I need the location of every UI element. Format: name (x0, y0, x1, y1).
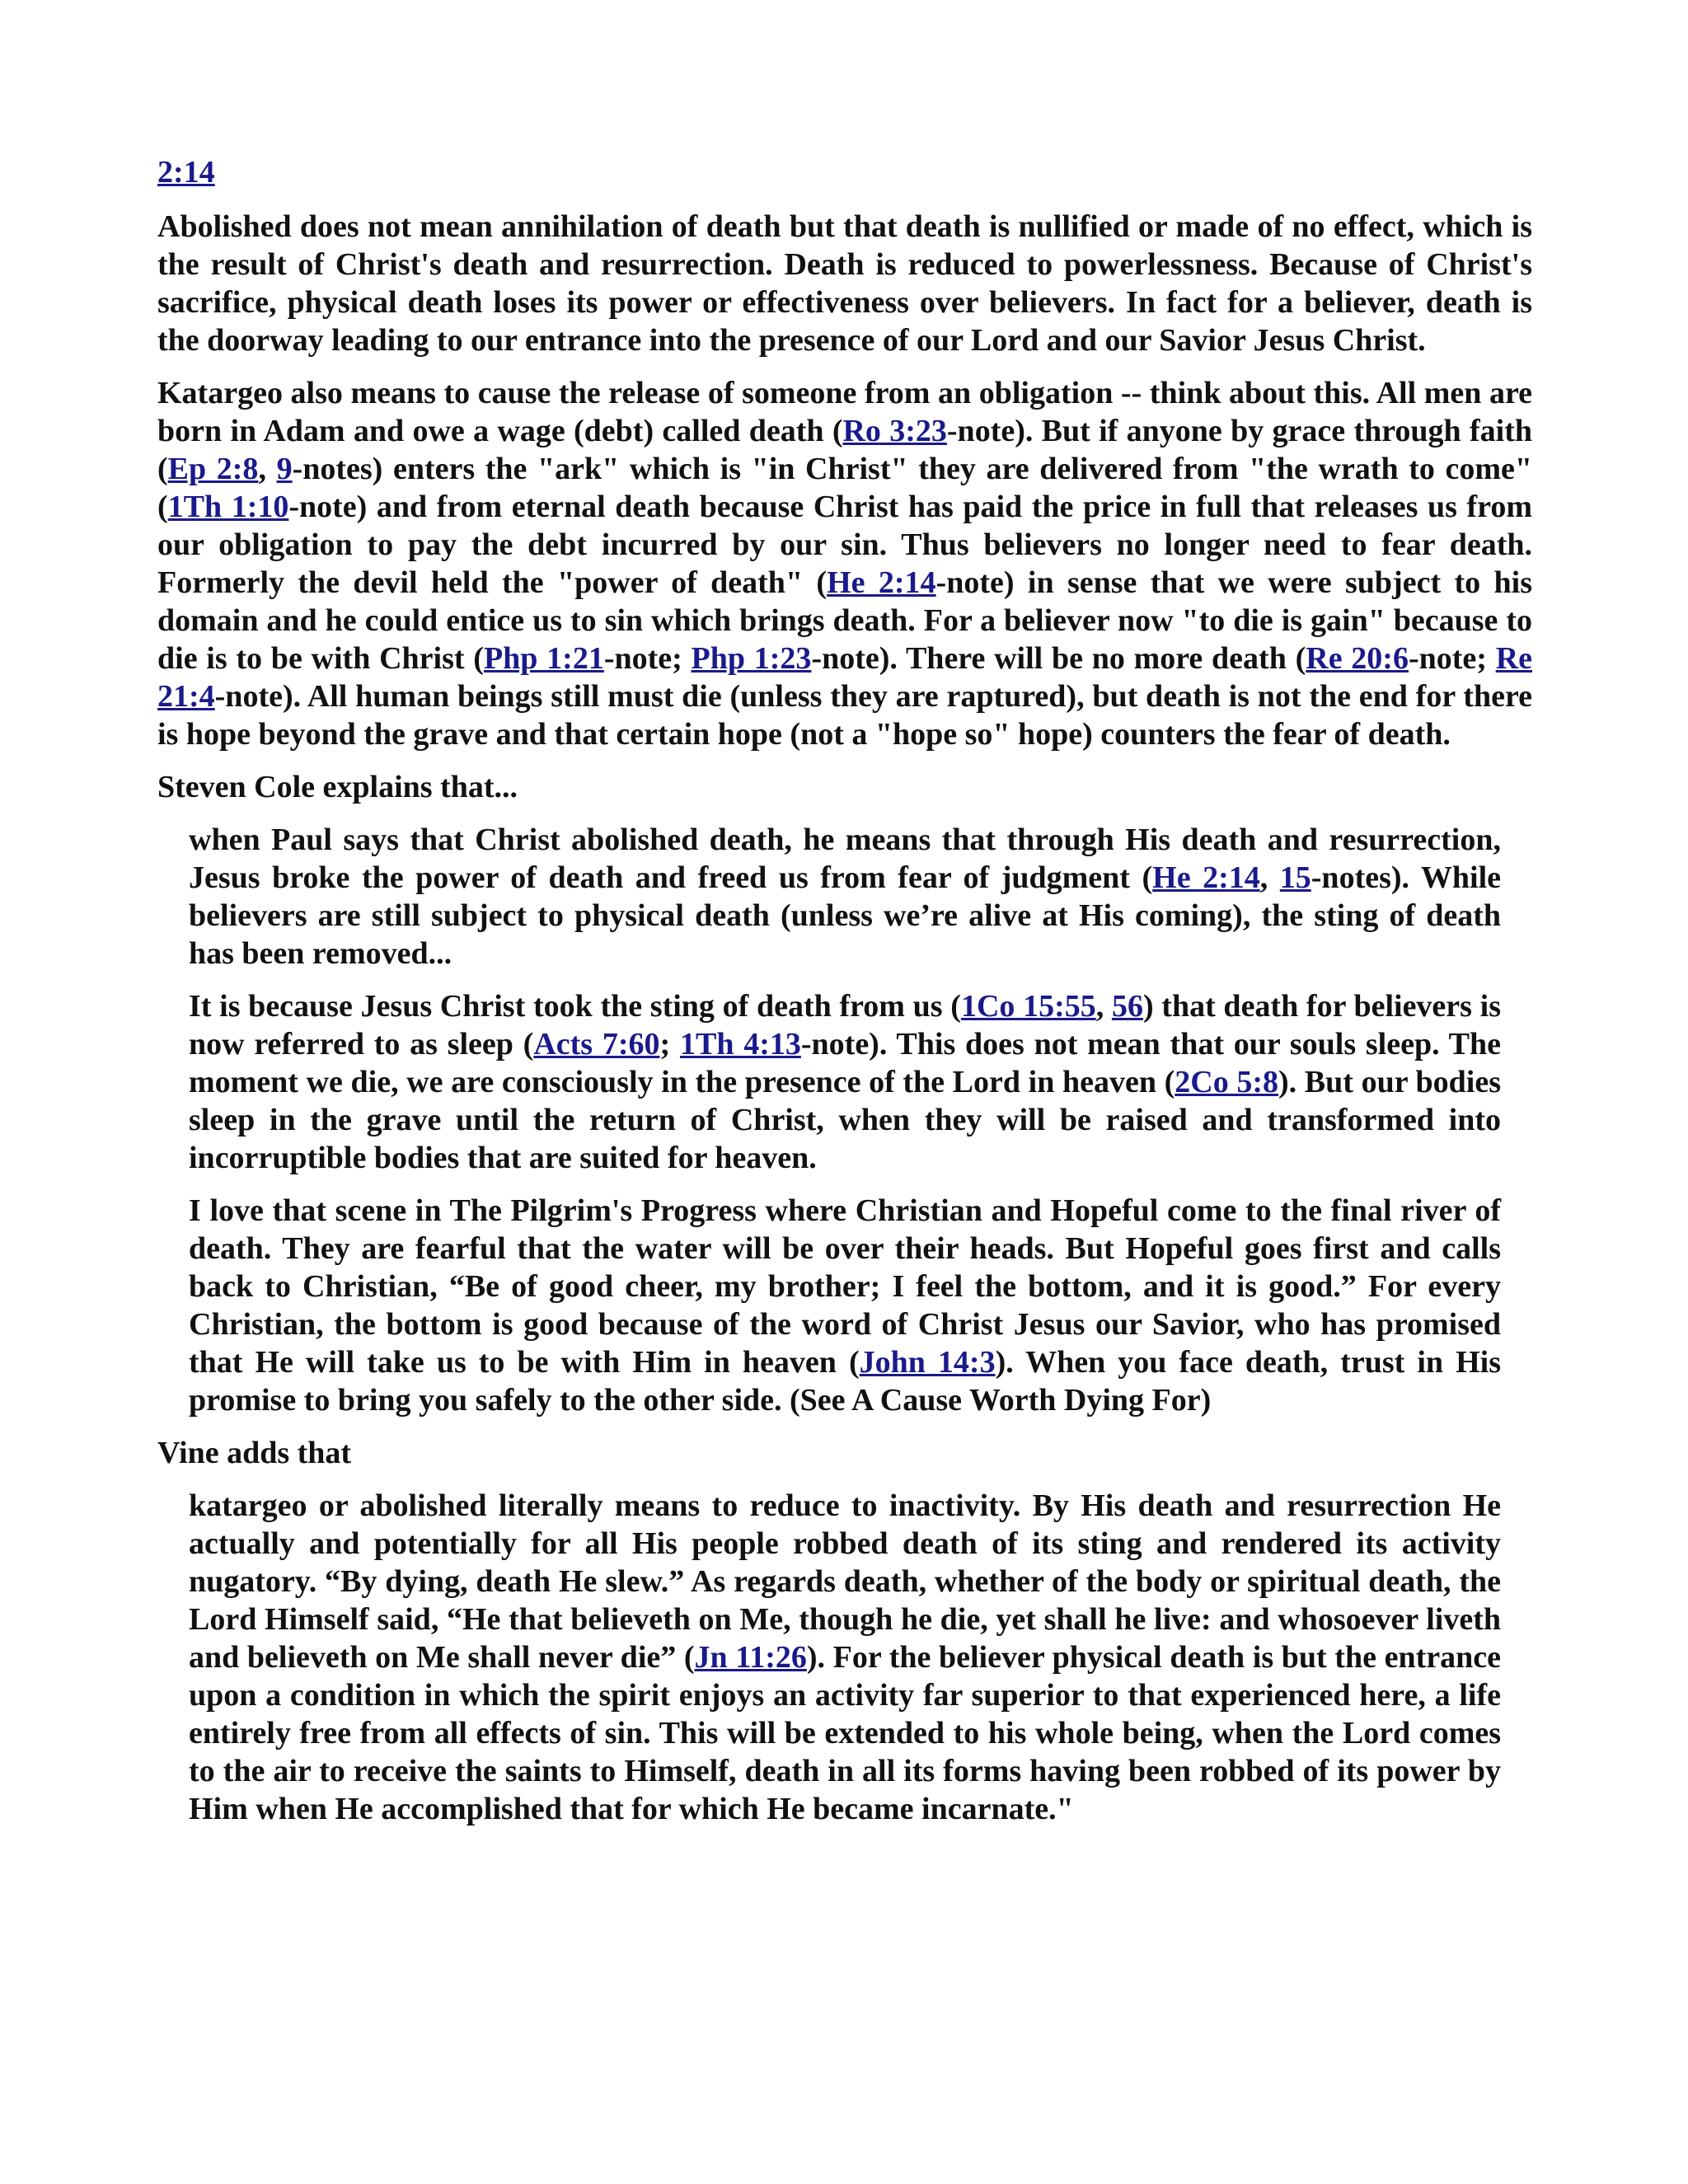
ref-link-1th-1-10[interactable]: 1Th 1:10 (167, 490, 289, 524)
cole-quote-2 (189, 987, 1501, 1177)
text: when Paul says that Christ abolished death, he means that through His death and resurrection, Jesus broke the power of death and freed us from fear of judgment ( (189, 823, 1501, 895)
ref-link-ep-2-8[interactable]: Ep 2:8 (167, 452, 259, 486)
text: -note). But if anyone by grace through faith ( (157, 414, 1532, 486)
text: , (1095, 989, 1112, 1024)
text: -note). This does not mean that our souls sleep. The moment we die, we are consciously in the presence of the Lord in heaven ( (189, 1027, 1502, 1099)
vine-quote (189, 1487, 1501, 1828)
ref-link-he-2-14[interactable]: He 2:14 (827, 565, 936, 600)
text: , (1259, 860, 1280, 895)
ref-link-1th-4-13[interactable]: 1Th 4:13 (679, 1027, 801, 1062)
text: ) that death for believers is now referred to as sleep ( (189, 989, 1501, 1062)
text: -note) in sense that we were subject to his domain and he could entice us to sin which brings death. For a believer now "to die is gain" because to die is to be with Christ ( (157, 565, 1533, 676)
ref-link-ro-3-23[interactable]: Ro 3:23 (842, 414, 947, 448)
text: ). But our bodies sleep in the grave until the return of Christ, when they will be raised and transformed into incorruptible bodies that are suited for heaven. (189, 1065, 1501, 1175)
ref-link-he-2-15[interactable]: 15 (1279, 860, 1311, 895)
cole-intro: Steven Cole explains that... (157, 770, 518, 804)
ref-link-acts-7-60[interactable]: Acts 7:60 (533, 1027, 660, 1062)
ref-link-re-20-6[interactable]: Re 20:6 (1306, 641, 1409, 676)
text: -note; (603, 641, 692, 676)
text: -note). All human beings still must die (unless they are raptured), but death is not the end for there is hope beyond the grave and that certain hope (not a "hope so" hope) counters the fear of death. (157, 679, 1532, 752)
paragraph-abolished: Abolished does not mean annihilation of death but that death is nullified or made of no effect, which is the result of Christ's death and resurrection. Death is reduced to powerlessness. Because of Christ's sacrifice, physical death loses its power or effectiveness over believers. In fact for a believer, death is the doorway leading to our entrance into the presence of our Lord and our Savior Jesus Christ. (157, 209, 1532, 358)
ref-link-1co-15-56[interactable]: 56 (1111, 989, 1143, 1024)
paragraph-katargeo (157, 374, 1532, 753)
text: -notes) enters the "ark" which is "in Christ" they are delivered from "the wrath to come" ( (157, 452, 1533, 524)
ref-link-ep-2-9[interactable]: 9 (276, 452, 293, 486)
cole-quote-3 (189, 1192, 1501, 1419)
vine-intro: Vine adds that (157, 1436, 352, 1470)
verse-ref-link[interactable]: 2:14 (157, 155, 215, 190)
text: ). When you face death, trust in His promise to bring you safely to the other side. (See A Cause Worth Dying For) (189, 1345, 1501, 1418)
cole-quote-1 (189, 821, 1501, 972)
text: katargeo or abolished literally means to reduce to inactivity. By His death and resurrection He actually and potentially for all His people robbed death of its sting and rendered its activity nugatory. “By dying, death He slew.” As regards death, whether of the body or spiritual death, the Lord Himself said, “He that believeth on Me, though he die, yet shall he live: and whosoever liveth and believeth on Me shall never die” ( (189, 1488, 1501, 1675)
ref-link-re-21-4[interactable]: Re 21:4 (157, 641, 1532, 714)
text: It is because Jesus Christ took the sting of death from us ( (189, 989, 961, 1024)
ref-link-1co-15-55[interactable]: 1Co 15:55 (960, 989, 1096, 1024)
text: Katargeo also means to cause the release of someone from an obligation -- think about this. All men are born in Adam and owe a wage (debt) called death ( (157, 376, 1532, 448)
text: -note; (1408, 641, 1496, 676)
document-page (157, 153, 1532, 1843)
text: I love that scene in The Pilgrim's Progress where Christian and Hopeful come to the final river of death. They are fearful that the water will be over their heads. But Hopeful goes first and calls back to Christian, “Be of good cheer, my brother; I feel the bottom, and it is good.” For every Christian, the bottom is good because of the word of Christ Jesus our Savior, who has promised that He will take us to be with Him in heaven ( (189, 1193, 1501, 1380)
ref-link-john-14-3[interactable]: John 14:3 (859, 1345, 996, 1380)
text: ). For the believer physical death is but the entrance upon a condition in which the spirit enjoys an activity far superior to that experienced here, a life entirely free from all effects of sin. This will be extended to his whole being, when the Lord comes to the air to receive the saints to Himself, death in all its forms having been robbed of its power by Him when He accomplished that for which He became incarnate." (189, 1640, 1501, 1826)
text: ; (659, 1027, 680, 1062)
text: -note). There will be no more death ( (811, 641, 1306, 676)
text: -note) and from eternal death because Christ has paid the price in full that releases us from our obligation to pay the debt incurred by our sin. Thus believers no longer need to fear death. Formerly the devil held the "power of death" ( (157, 490, 1532, 600)
ref-link-php-1-23[interactable]: Php 1:23 (691, 641, 812, 676)
ref-link-he-2-14[interactable]: He 2:14 (1152, 860, 1260, 895)
text: , (258, 452, 277, 486)
ref-link-php-1-21[interactable]: Php 1:21 (483, 641, 604, 676)
ref-link-2co-5-8[interactable]: 2Co 5:8 (1175, 1065, 1279, 1099)
text: -notes). While believers are still subject to physical death (unless we’re alive at His coming), the sting of death has been removed... (189, 860, 1501, 971)
ref-link-jn-11-26[interactable]: Jn 11:26 (694, 1640, 807, 1675)
